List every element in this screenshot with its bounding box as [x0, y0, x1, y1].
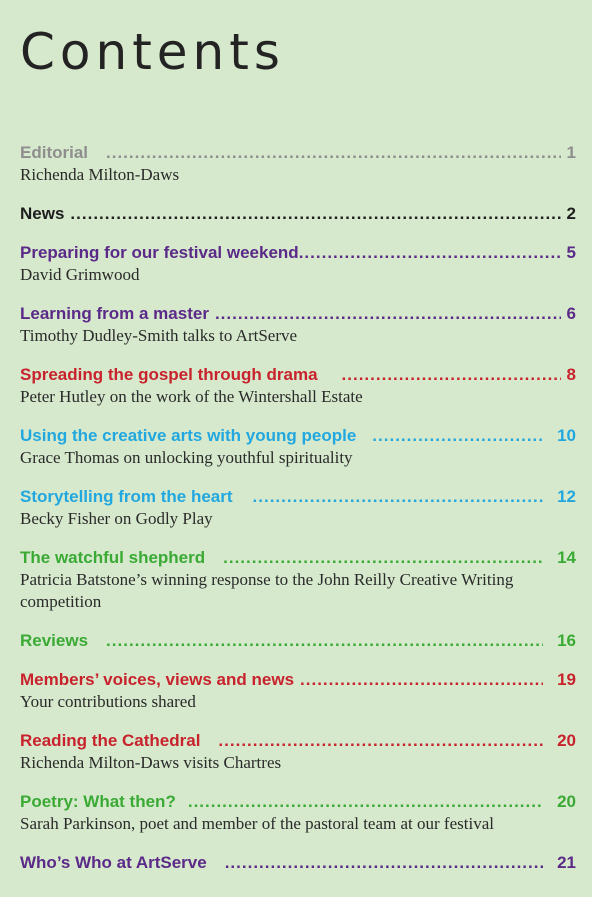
toc-entry-row: [20, 547, 576, 569]
dot-leader: [372, 425, 543, 447]
toc-entry-editorial[interactable]: [20, 142, 576, 186]
toc-entry-title: Members’ voices, views and news: [20, 670, 295, 689]
toc-entry-subtitle: Patricia Batstone’s winning response to the John Reilly Creative Writing competition: [20, 570, 514, 611]
toc-entry-row: [20, 303, 576, 325]
dot-leader: [223, 547, 543, 569]
dot-leader: [106, 142, 561, 164]
toc-entry-page: 21: [557, 853, 576, 872]
toc-entry-page: 6: [566, 304, 576, 323]
toc-entry-title: News: [20, 204, 65, 223]
toc-entry-page: 20: [557, 792, 576, 811]
toc-entry-page: 20: [557, 731, 576, 750]
toc-entry-page: 1: [566, 143, 576, 162]
toc-entry-row: [20, 203, 576, 225]
toc-entry-shepherd[interactable]: [20, 547, 576, 613]
toc-entry-row: [20, 730, 576, 752]
toc-entry-row: [20, 791, 576, 813]
dot-leader: [106, 630, 543, 652]
page-title: Contents: [20, 23, 285, 81]
toc-entry-row: [20, 142, 576, 164]
dot-leader: [188, 791, 543, 813]
toc-entry-title: Reading the Cathedral: [20, 731, 201, 750]
toc-entry-subtitle: David Grimwood: [20, 265, 140, 284]
toc-entry-title: Reviews: [20, 631, 89, 650]
toc-entry-festival[interactable]: [20, 242, 576, 286]
toc-entry-page: 16: [557, 631, 576, 650]
toc-entry-storytelling[interactable]: [20, 486, 576, 530]
dot-leader: [70, 203, 560, 225]
dot-leader: [300, 669, 543, 691]
toc-entry-title: Preparing for our festival weekend: [20, 243, 299, 262]
toc-entry-page: 2: [566, 204, 576, 223]
toc-entry-row: [20, 669, 576, 691]
toc-entry-creative-arts[interactable]: [20, 425, 576, 469]
toc-entry-row: [20, 242, 576, 264]
toc-entry-subtitle: Your contributions shared: [20, 692, 196, 711]
toc-entry-row: [20, 364, 576, 386]
toc-entry-page: 10: [557, 426, 576, 445]
toc-entry-page: 12: [557, 487, 576, 506]
dot-leader: [342, 364, 561, 386]
toc-entry-subtitle: Peter Hutley on the work of the Wintershall Estate: [20, 387, 363, 406]
toc-entry-reviews[interactable]: [20, 630, 576, 652]
toc-entry-cathedral[interactable]: [20, 730, 576, 774]
toc-entry-title: Who’s Who at ArtServe: [20, 853, 207, 872]
dot-leader: [215, 303, 561, 325]
toc-entry-poetry[interactable]: [20, 791, 576, 835]
toc-entry-title: Using the creative arts with young people: [20, 426, 357, 445]
toc-entry-drama[interactable]: [20, 364, 576, 408]
table-of-contents: [20, 142, 576, 891]
toc-entry-row: [20, 852, 576, 874]
toc-entry-title: Spreading the gospel through drama: [20, 365, 318, 384]
toc-entry-page: 14: [557, 548, 576, 567]
toc-entry-page: 19: [557, 670, 576, 689]
toc-entry-subtitle: Richenda Milton-Daws visits Chartres: [20, 753, 282, 772]
dot-leader: [218, 730, 543, 752]
toc-entry-subtitle: Grace Thomas on unlocking youthful spirituality: [20, 448, 353, 467]
toc-entry-master[interactable]: [20, 303, 576, 347]
toc-entry-subtitle: Richenda Milton-Daws: [20, 165, 180, 184]
toc-entry-members[interactable]: [20, 669, 576, 713]
toc-entry-news[interactable]: [20, 203, 576, 225]
toc-entry-subtitle: Timothy Dudley-Smith talks to ArtServe: [20, 326, 298, 345]
dot-leader: [225, 852, 543, 874]
toc-entry-title: The watchful shepherd: [20, 548, 206, 567]
toc-entry-title: Learning from a master: [20, 304, 209, 323]
toc-entry-whos-who[interactable]: [20, 852, 576, 874]
toc-entry-page: 8: [566, 365, 576, 384]
toc-entry-row: [20, 425, 576, 447]
toc-entry-title: Poetry: What then?: [20, 792, 176, 811]
toc-entry-subtitle: Becky Fisher on Godly Play: [20, 509, 213, 528]
toc-entry-page: 5: [566, 243, 576, 262]
toc-entry-title: Editorial: [20, 143, 89, 162]
dot-leader: [253, 486, 544, 508]
dot-leader: [299, 242, 561, 264]
toc-entry-subtitle: Sarah Parkinson, poet and member of the pastoral team at our festival: [20, 814, 494, 833]
toc-entry-title: Storytelling from the heart: [20, 487, 233, 506]
toc-entry-row: [20, 630, 576, 652]
toc-entry-row: [20, 486, 576, 508]
